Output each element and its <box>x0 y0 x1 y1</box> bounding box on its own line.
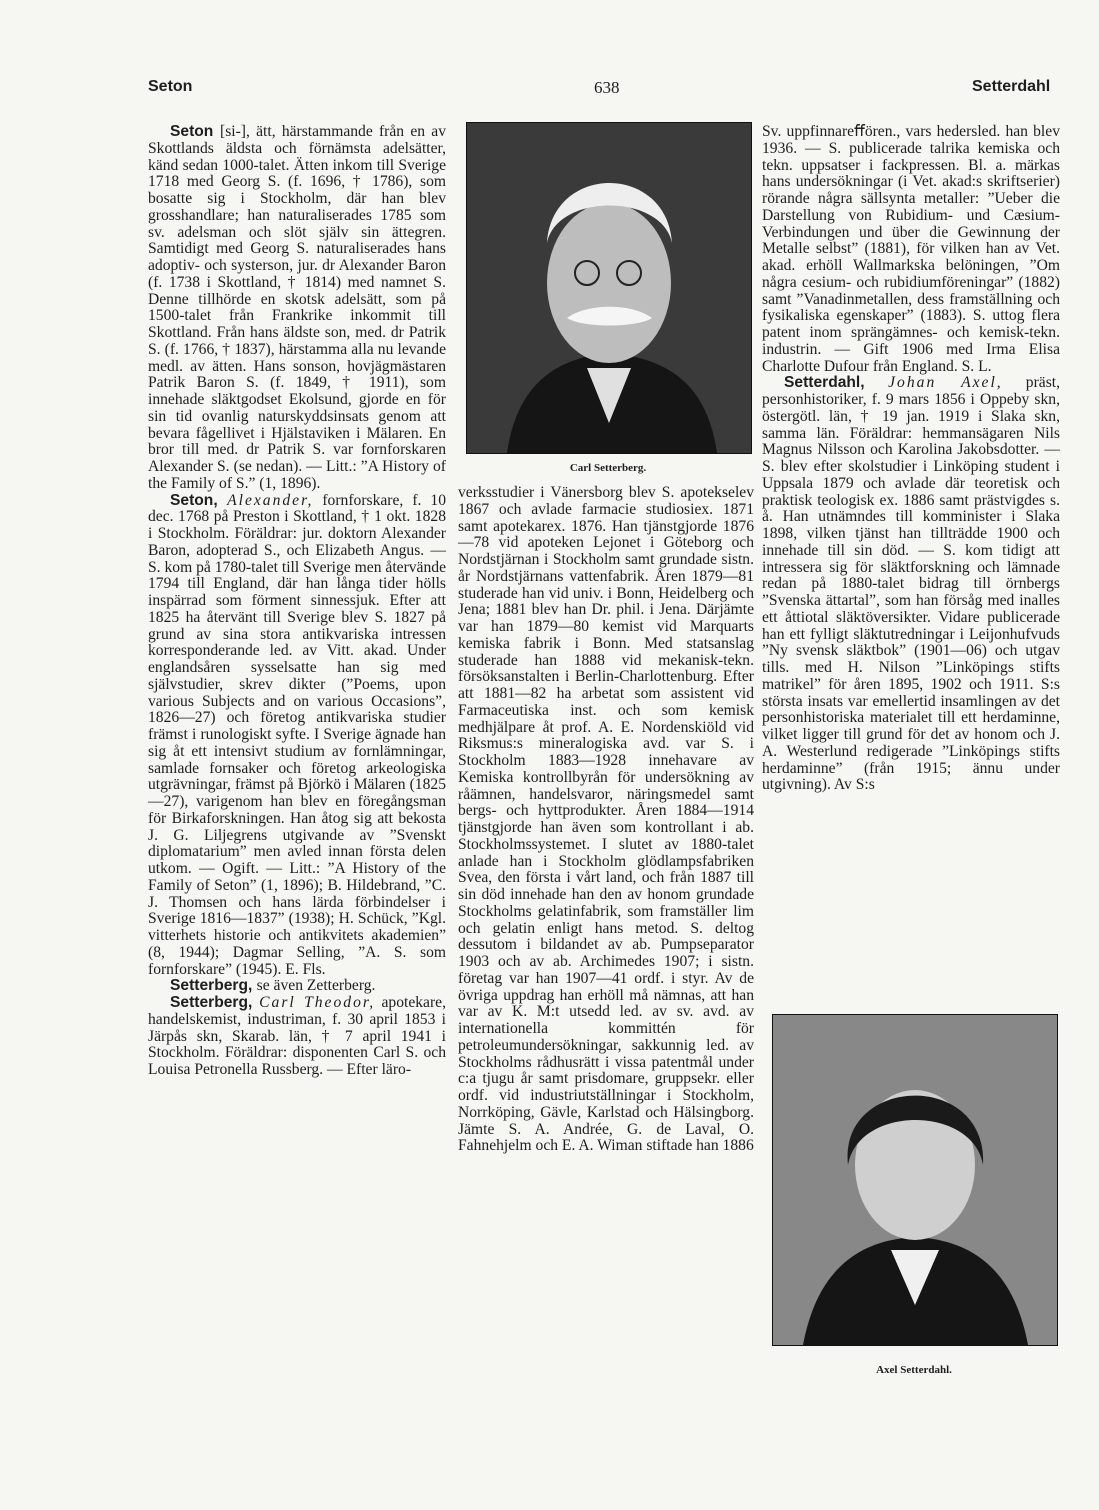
column-1 <box>148 124 446 1079</box>
headword: Setterdahl, <box>784 374 889 392</box>
entry-text: [si-], ätt, härstammande från en av Skottlands äldsta och förnämsta adelsätter, känd sedan 1000-talet. Ätten inkom till Sverige 1718 med Georg S. (f. 1696, † 1786), som bosatte sig i Stockholm, där han blev grosshandlare; han naturaliserades 1785 som sv. adelsman och slöt själv sin ättegren. Samtidigt med Georg S. naturaliserades hans adoptiv- och systerson, jur. dr Alexander Baron (f. 1738 i Skottland, † 1814) med namnet S. Denne tillhörde en skotsk adelsätt, som på 1500-talet från Frankrike inkommit till Skottland. Från hans äldste son, med. dr Patrik S. (f. 1766, † 1837), härstamma alla nu levande medl. av ätten. Hans sonson, hovjägmästaren Patrik Baron S. (f. 1849, † 1911), som innehade släktgodset Ekolsund, gjorde en för sin tid ovanlig naturskyddsinsats genom att bevara fågellivet i Hjälstaviken i Mälaren. En bror till med. dr Patrik S. var fornforskaren Alexander S. (se nedan). — Litt.: ”A History of the Family of S.” (1, 1896). <box>148 123 447 492</box>
column-3 <box>762 124 1060 794</box>
person-name: Alexander, <box>227 491 314 509</box>
person-name: Carl Theodor, <box>259 994 376 1011</box>
headword: Setterberg, <box>170 994 260 1011</box>
running-head-left: Seton <box>148 78 193 95</box>
headword: Seton, <box>170 491 228 509</box>
entry-text: fornforskare, f. 10 dec. 1768 på Preston i Skottland, † 1 okt. 1828 i Stockholm. Föräldrar: jur. doktorn Alexander Baron, adopterad S., och Elizabeth Angus. — S. kom på 1780-talet till Sverige men återvände 1794 till England, där han långa tider hölls inspärrad som förment sinnessjuk. Efter att 1825 ha återvänt till Sverige blev S. 1827 på grund av sina stora antikvariska intressen korresponderande led. av Vitt. akad. Under englandsåren sysselsatte han sig med självstudier, skrev dikter (”Poems, upon various Subjects and on various Occasions”, 1826—27) och företog antikvariska studier främst i runologiskt syfte. I Sverige ägnade han sig åt ett intensivt studium av fornlämningar, samlade fornsaker och företog arkeologiska utgrävningar, främst på Björkö i Mälaren (1825—27), varigenom han blev en föregångsman för Birkaforskningen. Han åtog sig att bekosta J. G. Liljegrens utgivande av ”Svenskt diplomatarium” men avled innan första delen utkom. — Ogift. — Litt.: ”A History of the Family of Seton” (1, 1896); B. Hildebrand, ”C. J. Thomsen och hans lärda förbindelser i Sverige 1816—1837” (1938); H. Schück, ”Kgl. vitterhets historie och antikvitets akademien” (8, 1944); Dagmar Selling, ”A. S. som fornforskare” (1945). E. Fls. <box>148 491 447 978</box>
article-entry <box>148 124 446 493</box>
article-entry <box>762 375 1060 794</box>
entry-text: apotekare, handelskemist, industriman, f. 30 april 1853 i Järpås skn, Skarab. län, † 7 april 1941 i Stockholm. Föräldrar: disponenten Carl S. och Louisa Petronella Russberg. — Efter läro- <box>148 994 446 1078</box>
column-2 <box>458 485 754 1155</box>
page-number: 638 <box>594 78 620 97</box>
person-name: Johan Axel, <box>888 374 1003 392</box>
entry-text: se även Zetterberg. <box>256 977 376 995</box>
portrait-photo-carl-setterberg <box>466 122 752 454</box>
photo-caption-2: Axel Setterdahl. <box>876 1364 952 1376</box>
article-entry <box>762 124 1060 375</box>
article-entry <box>148 995 446 1079</box>
headword: Seton <box>170 123 220 140</box>
article-entry <box>148 493 446 979</box>
photo-caption-1: Carl Setterberg. <box>569 462 647 474</box>
running-head-right: Setterdahl <box>972 78 1051 95</box>
column-2-text: verksstudier i Vänersborg blev S. apotekselev 1867 och avlade farmacie studiosiex. 1871 samt apotekarex. 1876. Han tjänstgjorde 1876—78 vid apoteken Lejonet i Göteborg och Nordstjärnan i Stockholm samt grundade sistn. år Nordstjärnans vattenfabrik. Åren 1879—81 studerade han vid univ. i Bonn, Heidelberg och Jena; 1881 blev han Dr. phil. i Jena. Därjämte var han 1879—80 kemist vid Marquarts kemiska fabrik i Bonn. Med statsanslag studerade han 1888 vid mekanisk-tekn. försöksanstalten i Berlin-Charlottenburg. Efter att 1881—82 ha arbetat som assistent vid Farmaceutiska inst. och som kemisk medhjälpare åt prof. A. E. Nordenskiöld vid Riksmus:s mineralogiska avd. var S. i Stockholm 1883—1928 innehavare av Kemiska kontrollbyrån för undersökning av råämnen, handelsvaror, näringsmedel samt bergs- och hyttprodukter. Åren 1884—1914 tjänstgjorde han även som kontrollant i ab. Stockholmssystemet. I slutet av 1880-talet anlade han i Stockholm glödlampsfabriken Svea, den första i vårt land, och från 1887 till sin död innehade han den av honom grundade Stockholms gelatinfabrik, som framställer lim och gelatin enligt hans metod. S. deltog dessutom i bildandet av ab. Pumpseparator 1903 och av ab. Archimedes 1907; i sistn. företag var han 1907—41 ordf. i styr. Av de övriga uppdrag han erhöll må nämnas, att han var av K. M:t utsedd led. av sv. avd. av internationella kommittén för petroleumundersökningar, sakkunnig led. av Stockholms rådhusrätt i vissa patentmål under c:a tjugu år samt prisdomare, gruppsekr. eller ordf. vid industriutställningar i Stockholm, Norrköping, Gävle, Karlstad och Hälsingborg. Jämte S. A. Andrée, G. de Laval, O. Fahnehjelm och E. A. Wiman stiftade han 1886 <box>458 484 754 1155</box>
article-entry <box>148 978 446 995</box>
portrait-photo-axel-setterdahl <box>772 1014 1058 1346</box>
entry-text: präst, personhistoriker, f. 9 mars 1856 i Oppeby skn, östergötl. län, † 19 jan. 1919 i Slaka skn, samma län. Föräldrar: hemmansägaren Nils Magnus Nilsson och Karolina Jakobsdotter. — S. blev efter skolstudier i Linköping student i Uppsala 1879 och avlade där teoretisk och praktisk teologisk ex. 1886 samt prästvigdes s. å. Han utnämndes till komminister i Slaka 1898, vilken tjänst han tillträdde 1900 och innehade till sin död. — S. kom tidigt att intressera sig för släktforskning och lämnade redan på 1880-talet bidrag till örnbergs ”Svenska ättartal”, som han försåg med inalles ett åttiotal släktöversikter. Vidare publicerade han ett fylligt släktutredningar i Leijonhufvuds ”Ny svensk släktbok” (1901—06) och utgav tills. med H. Nilson ”Linköpings stifts matrikel” för åren 1895, 1902 och 1911. S:s största insats var emellertid insamlingen av det personhistoriska materialet till ett herdaminne, vilket ligger till grund för det av honom och J. A. Westerlund redigerade ”Linköpings stifts herdaminne” (från 1915; ännu under utgivning). Av S:s <box>762 374 1061 794</box>
entry-text: Sv. uppfinnareﬀören., vars hedersled. han blev 1936. — S. publicerade talrika kemiska och tekn. uppsatser i fackpressen. Bl. a. märkas hans undersökningar (i Vet. akad:s skriftserier) rörande några sällsynta metaller: ”Ueber die Darstellung von Rubidium- und Cæsium-Verbindungen und über die Gewinnung der Metalle selbst” (1881), för vilken han av Vet. akad. erhöll Wallmarkska belöningen, ”Om några cesium- och rubidiumföreningar” (1882) samt ”Vanadinmetallen, dess framställning och fysikaliska egenskaper” (1883). S. uttog flera patent inom sprängämnes- och kemisk-tekn. industrin. — Gift 1906 med Irma Elisa Charlotte Dufour från England. S. L. <box>762 123 1060 375</box>
headword: Setterberg, <box>170 977 257 995</box>
